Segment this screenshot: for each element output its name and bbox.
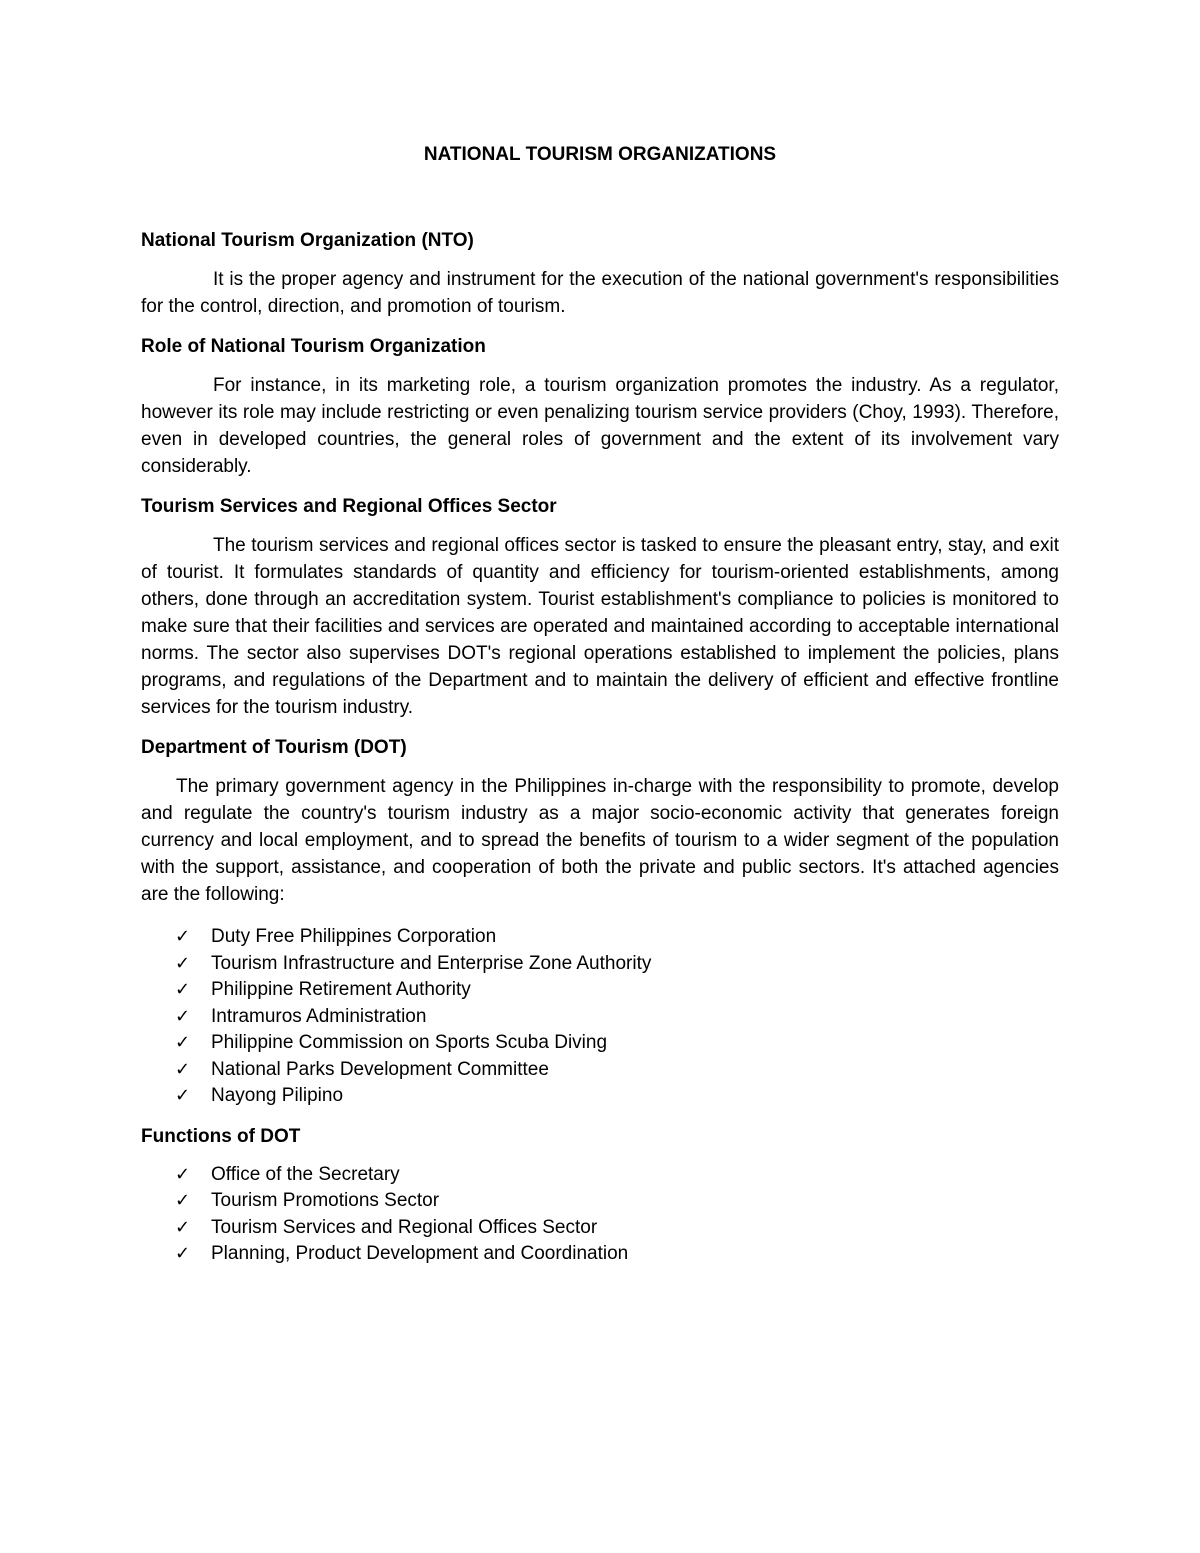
checkmark-icon: ✓ — [175, 1032, 191, 1053]
section-body-services: The tourism services and regional offices sector is tasked to ensure the pleasant entry, stay, and exit of tourist. It formulates standards of quantity and efficiency for tourism-oriented establishments, among others, done through an accreditation system. Tourist establishment's compliance to policies is monitored to make sure that their facilities and services are operated and maintained according to acceptable international norms. The sector also supervises DOT's regional operations established to implement the policies, plans programs, and regulations of the Department and to maintain the delivery of efficient and effective frontline services for the tourism industry. — [141, 535, 1059, 718]
list-item-label: Intramuros Administration — [211, 1005, 427, 1027]
section-heading-dot: Department of Tourism (DOT) — [141, 737, 407, 758]
section-heading-functions: Functions of DOT — [141, 1125, 301, 1147]
list-item-label: National Parks Development Committee — [211, 1058, 549, 1080]
checkmark-icon: ✓ — [175, 1216, 191, 1238]
list-item-label: Tourism Promotions Sector — [211, 1190, 440, 1211]
checkmark-icon: ✓ — [175, 1190, 191, 1211]
checkmark-icon: ✓ — [175, 926, 191, 947]
section-body-nto: It is the proper agency and instrument for the execution of the national government's responsibilities for the control, direction, and promotion of tourism. — [141, 269, 1059, 317]
list-item-label: Duty Free Philippines Corporation — [211, 926, 497, 947]
section-body-role: For instance, in its marketing role, a tourism organization promotes the industry. As a regulator, however its role may include restricting or even penalizing tourism service providers (Choy, 1993). Therefore, even in developed countries, the general roles of government and the extent of its involvement vary considerably. — [141, 375, 1059, 477]
list-item — [175, 924, 1059, 951]
list-item — [175, 951, 1059, 978]
list-item-label: Tourism Infrastructure and Enterprise Zone Authority — [211, 952, 652, 974]
section-heading-services: Tourism Services and Regional Offices Sector — [141, 496, 557, 517]
checkmark-icon: ✓ — [175, 1163, 191, 1185]
checkmark-icon: ✓ — [175, 1005, 191, 1027]
list-item — [175, 1241, 1059, 1268]
list-item-label: Tourism Services and Regional Offices Sector — [211, 1216, 598, 1238]
list-item — [175, 1057, 1059, 1084]
list-item — [175, 1083, 1059, 1110]
functions-list — [141, 1162, 1059, 1268]
attached-agencies-list — [141, 924, 1059, 1110]
checkmark-icon: ✓ — [175, 1243, 191, 1264]
document-title: NATIONAL TOURISM ORGANIZATIONS — [423, 144, 777, 165]
list-item — [175, 1162, 1059, 1189]
list-item — [175, 977, 1059, 1004]
list-item-label: Nayong Pilipino — [211, 1085, 344, 1106]
section-heading-nto: National Tourism Organization (NTO) — [141, 230, 474, 251]
list-item-label: Planning, Product Development and Coordination — [211, 1243, 629, 1264]
checkmark-icon: ✓ — [175, 1058, 191, 1080]
checkmark-icon: ✓ — [175, 1085, 191, 1106]
section-body-dot: The primary government agency in the Philippines in-charge with the responsibility to promote, develop and regulate the country's tourism industry as a major socio-economic activity that generates foreign currency and local employment, and to spread the benefits of tourism to a wider segment of the population with the support, assistance, and cooperation of both the private and public sectors. It's attached agencies are the following: — [141, 776, 1059, 905]
list-item — [175, 1004, 1059, 1031]
list-item — [175, 1215, 1059, 1242]
list-item — [175, 1030, 1059, 1057]
section-heading-role: Role of National Tourism Organization — [141, 336, 486, 357]
list-item-label: Office of the Secretary — [211, 1163, 400, 1185]
document-body — [141, 230, 1059, 1284]
list-item-label: Philippine Commission on Sports Scuba Diving — [211, 1032, 608, 1053]
checkmark-icon: ✓ — [175, 979, 191, 1000]
checkmark-icon: ✓ — [175, 952, 191, 974]
list-item-label: Philippine Retirement Authority — [211, 979, 471, 1000]
list-item — [175, 1188, 1059, 1215]
